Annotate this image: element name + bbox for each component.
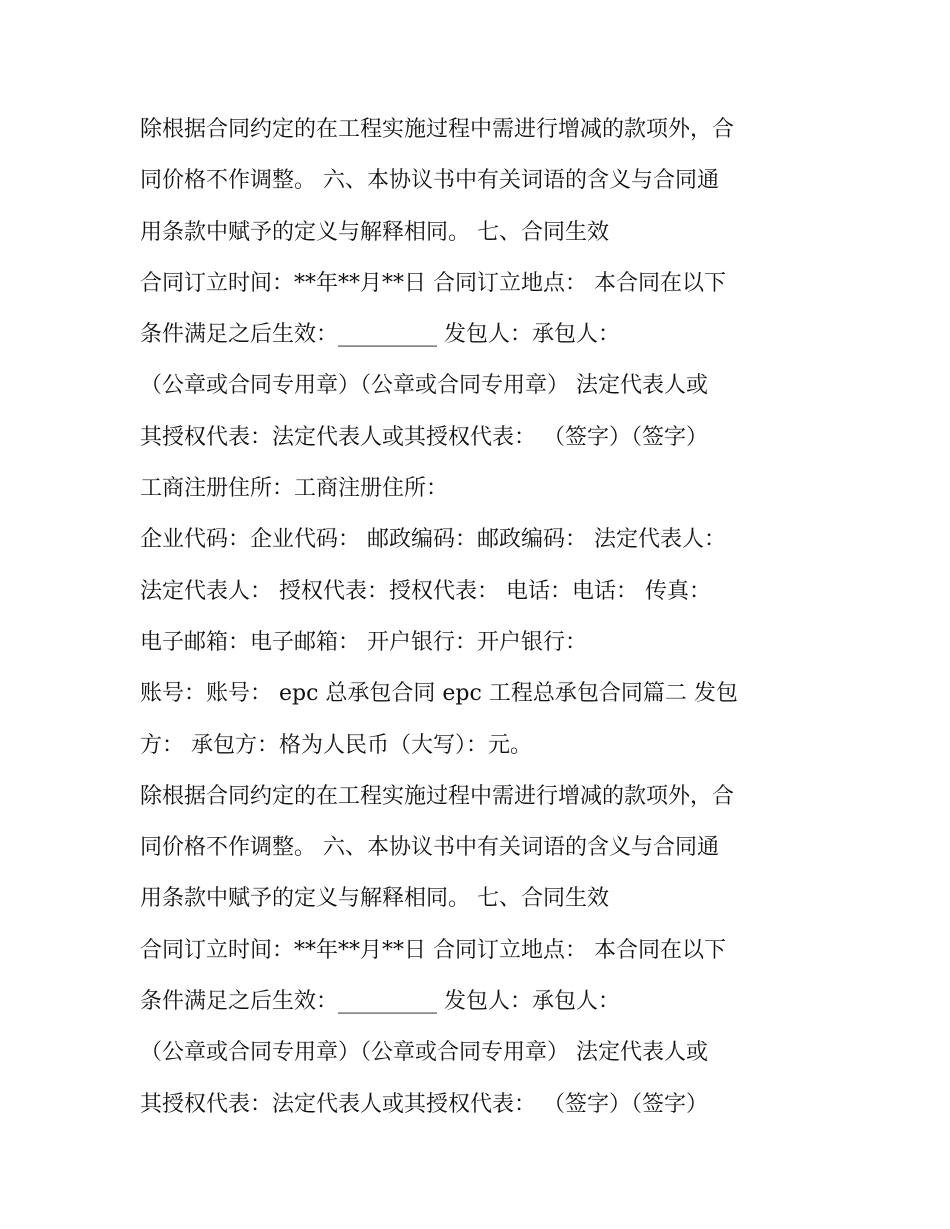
text-line: 同价格不作调整。 六、本协议书中有关词语的含义与合同通 bbox=[140, 835, 719, 861]
text-line: 用条款中赋予的定义与解释相同。 七、合同生效 bbox=[140, 886, 609, 912]
text-line: 除根据合同约定的在工程实施过程中需进行增减的款项外，合 bbox=[140, 783, 735, 809]
text-line: 其授权代表：法定代表人或其授权代表： （签字）（签字） bbox=[140, 1091, 708, 1117]
text-line: 账号：账号： epc 总承包合同 epc 工程总承包合同篇二 发包 bbox=[140, 681, 738, 707]
text-line: 其授权代表：法定代表人或其授权代表： （签字）（签字） bbox=[140, 424, 708, 450]
text-line: 用条款中赋予的定义与解释相同。 七、合同生效 bbox=[140, 219, 609, 245]
text-line: 条件满足之后生效：_________ 发包人：承包人： bbox=[140, 322, 620, 348]
text-line: 除根据合同约定的在工程实施过程中需进行增减的款项外，合 bbox=[140, 117, 735, 142]
text-line: （公章或合同专用章）（公章或合同专用章） 法定代表人或 bbox=[140, 373, 708, 399]
text-line: 电子邮箱：电子邮箱： 开户银行：开户银行： bbox=[140, 629, 587, 655]
text-line: 方： 承包方：格为人民币（大写）：元。 bbox=[140, 732, 532, 758]
text-line: 工商注册住所：工商注册住所： bbox=[140, 476, 449, 502]
text-line: 企业代码：企业代码： 邮政编码：邮政编码： 法定代表人： bbox=[140, 527, 726, 553]
text-line: （公章或合同专用章）（公章或合同专用章） 法定代表人或 bbox=[140, 1040, 708, 1066]
text-line: 同价格不作调整。 六、本协议书中有关词语的含义与合同通 bbox=[140, 168, 719, 194]
text-line: 条件满足之后生效：_________ 发包人：承包人： bbox=[140, 989, 620, 1015]
text-line: 合同订立时间：**年**月**日 合同订立地点： 本合同在以下 bbox=[140, 270, 726, 296]
contract-body-text bbox=[140, 104, 840, 1130]
text-line: 法定代表人： 授权代表：授权代表： 电话：电话： 传真： bbox=[140, 578, 711, 604]
text-line: 合同订立时间：**年**月**日 合同订立地点： 本合同在以下 bbox=[140, 937, 726, 963]
